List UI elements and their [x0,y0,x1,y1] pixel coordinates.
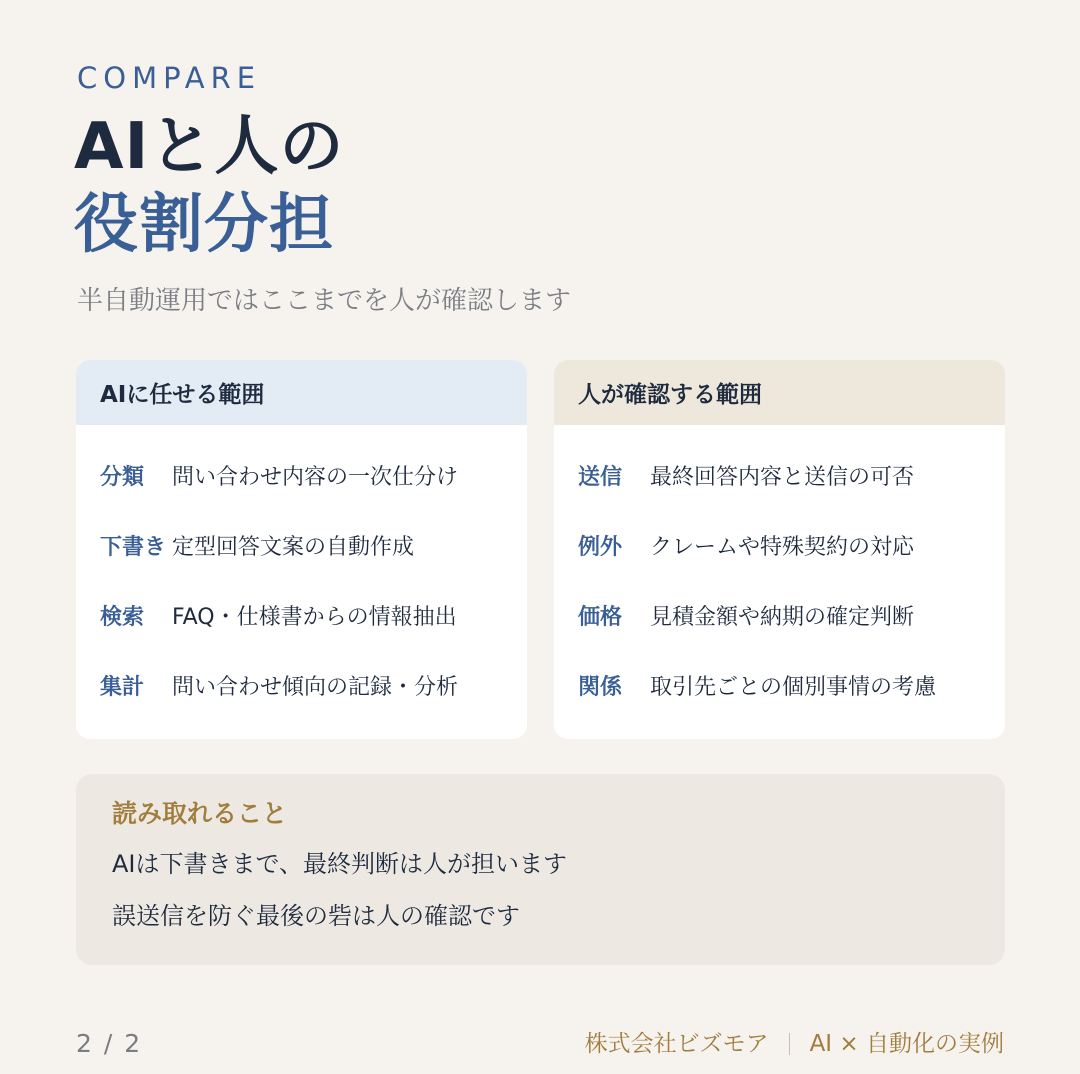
ai-scope-row [76,583,527,653]
ai-scope-card-heading: AIに任せる範囲 [76,360,527,425]
ai-scope-tag: 検索 [100,605,145,630]
ai-scope-desc: 定型回答文案の自動作成 [172,535,415,560]
human-scope-row [554,513,1005,583]
human-scope-desc: 見積金額や納期の確定判断 [650,605,915,630]
human-scope-tag: 例外 [578,535,623,560]
ai-scope-tag: 分類 [100,465,145,490]
page-subtitle: 半自動運用ではここまでを人が確認します [77,286,572,316]
series-name: AI × 自動化の実例 [809,1031,1004,1057]
footer-divider [789,1033,790,1055]
ai-scope-row [76,443,527,513]
ai-scope-row [76,513,527,583]
ai-scope-row [76,653,527,723]
summary-line: AIは下書きまで、最終判断は人が担います [112,850,568,878]
human-scope-row [554,583,1005,653]
eyebrow-label: COMPARE [77,61,262,95]
summary-line: 誤送信を防ぐ最後の砦は人の確認です [112,902,520,930]
human-scope-card [554,360,1005,739]
ai-scope-card [76,360,527,739]
company-name: 株式会社ビズモア [584,1031,769,1057]
human-scope-row [554,653,1005,723]
ai-scope-desc: 問い合わせ内容の一次仕分け [172,465,459,490]
human-scope-list [554,425,1005,723]
ai-scope-tag: 集計 [100,675,145,700]
page-title [74,108,344,264]
human-scope-desc: クレームや特殊契約の対応 [650,535,915,560]
summary-box [76,774,1005,965]
human-scope-desc: 最終回答内容と送信の可否 [650,465,915,490]
footer-credits [585,1026,1004,1062]
human-scope-tag: 価格 [578,605,623,630]
title-line-1: AIと人の [74,110,345,184]
human-scope-tag: 関係 [578,675,623,700]
ai-scope-list [76,425,527,723]
summary-title: 読み取れること [112,799,288,828]
human-scope-card-heading: 人が確認する範囲 [554,360,1005,425]
human-scope-desc: 取引先ごとの個別事情の考慮 [650,675,937,700]
title-line-2: 役割分担 [74,188,334,262]
human-scope-row [554,443,1005,513]
human-scope-tag: 送信 [578,465,623,490]
ai-scope-desc: FAQ・仕様書からの情報抽出 [172,605,457,630]
ai-scope-tag: 下書き [100,535,167,560]
ai-scope-desc: 問い合わせ傾向の記録・分析 [172,675,459,700]
page-indicator: 2 / 2 [76,1029,143,1058]
